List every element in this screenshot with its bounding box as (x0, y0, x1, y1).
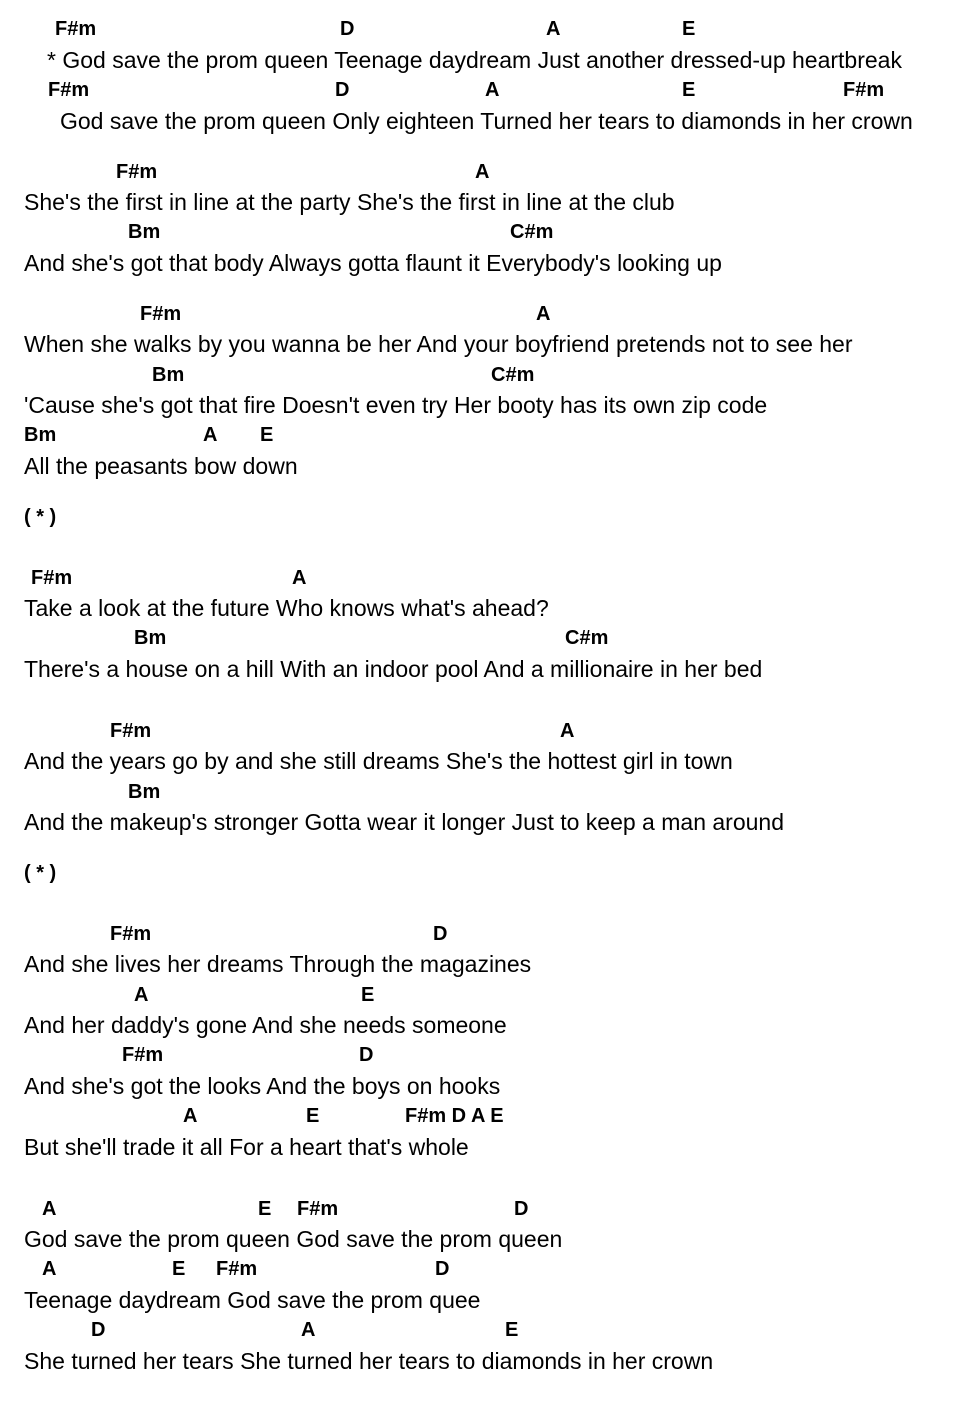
lyric-line: All the peasants bow down (24, 453, 298, 479)
chord: Bm (152, 364, 185, 386)
chord: E (260, 424, 274, 446)
lyric-line: And she's got the looks And the boys on hooks (24, 1073, 501, 1099)
chord: F#m (297, 1198, 339, 1220)
lyric-line: But she'll trade it all For a heart that's whole (24, 1134, 469, 1160)
chord: E (361, 984, 375, 1006)
chord: D (433, 923, 448, 945)
chord: A (475, 161, 490, 183)
lyric-line: And the years go by and she still dreams She's the hottest girl in town (24, 748, 733, 774)
chord: A (292, 567, 307, 589)
chord: Bm (128, 781, 161, 803)
chord: A (560, 720, 575, 742)
lyric-line: And she's got that body Always gotta flaunt it Everybody's looking up (24, 250, 722, 276)
lyric-line: And her daddy's gone And she needs someone (24, 1012, 507, 1038)
lyric-line: She turned her tears She turned her tears to diamonds in her crown (24, 1348, 714, 1374)
chord: F#m (48, 79, 90, 101)
chord: E (258, 1198, 272, 1220)
lyric-line: God save the prom queen Only eighteen Turned her tears to diamonds in her crown (60, 108, 913, 134)
chord: A (42, 1258, 57, 1280)
chorus-marker: ( * ) (24, 862, 57, 884)
chord: A (536, 303, 551, 325)
lyric-line: God save the prom queen God save the prom queen (24, 1226, 563, 1252)
chord: Bm (128, 221, 161, 243)
lyric-line: And she lives her dreams Through the magazines (24, 951, 532, 977)
chord: A (546, 18, 561, 40)
chord: F#m (116, 161, 158, 183)
chord: A (203, 424, 218, 446)
chord: D (435, 1258, 450, 1280)
chord: F#m (843, 79, 885, 101)
chord: E (505, 1319, 519, 1341)
chord: C#m (510, 221, 554, 243)
lyric-line: 'Cause she's got that fire Doesn't even try Her booty has its own zip code (24, 392, 768, 418)
chord: F#m (110, 923, 152, 945)
chord: C#m (565, 627, 609, 649)
chord: C#m (491, 364, 535, 386)
chord: E (306, 1105, 320, 1127)
chord-sequence: F#m D A E (405, 1105, 504, 1127)
chord: D (514, 1198, 529, 1220)
chord: E (682, 79, 696, 101)
chord: Bm (134, 627, 167, 649)
chord: F#m (110, 720, 152, 742)
lyric-line: Take a look at the future Who knows what's ahead? (24, 595, 549, 621)
lyric-line: * God save the prom queen Teenage daydream Just another dressed-up heartbreak (47, 47, 902, 73)
chord: F#m (55, 18, 97, 40)
chorus-marker: ( * ) (24, 506, 57, 528)
lyric-line: There's a house on a hill With an indoor pool And a millionaire in her bed (24, 656, 763, 682)
chord: F#m (31, 567, 73, 589)
chord: D (91, 1319, 106, 1341)
chord: D (340, 18, 355, 40)
lyric-line: She's the first in line at the party She's the first in line at the club (24, 189, 675, 215)
chord: E (172, 1258, 186, 1280)
chord: A (183, 1105, 198, 1127)
chord: F#m (216, 1258, 258, 1280)
chord: E (682, 18, 696, 40)
chord: A (42, 1198, 57, 1220)
lyric-line: Teenage daydream God save the prom quee (24, 1287, 481, 1313)
chord: Bm (24, 424, 57, 446)
chord: A (485, 79, 500, 101)
chord: F#m (140, 303, 182, 325)
chord: F#m (122, 1044, 164, 1066)
chord: A (301, 1319, 316, 1341)
lyric-line: And the makeup's stronger Gotta wear it longer Just to keep a man around (24, 809, 784, 835)
chord: D (335, 79, 350, 101)
lyric-line: When she walks by you wanna be her And your boyfriend pretends not to see her (24, 331, 853, 357)
chord: D (359, 1044, 374, 1066)
chord: A (134, 984, 149, 1006)
